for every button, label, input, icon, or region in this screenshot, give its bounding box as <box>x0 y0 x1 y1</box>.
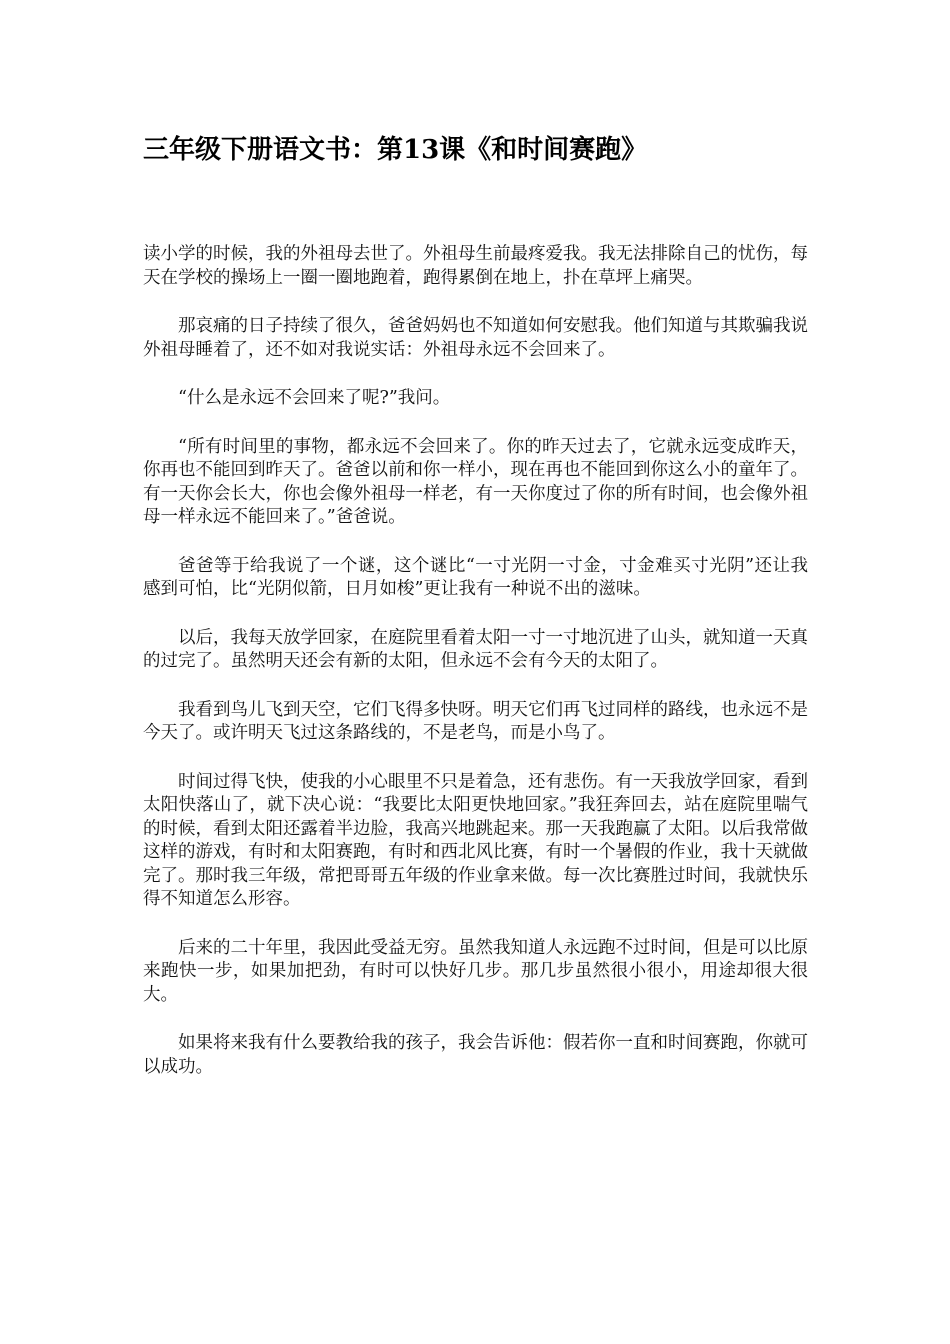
paragraph-7: 我看到鸟儿飞到天空，它们飞得多快呀。明天它们再飞过同样的路线，也永远不是今天了。或许明天飞过这条路线的，不是老鸟，而是小鸟了。 <box>143 699 808 743</box>
paragraph-10: 如果将来我有什么要教给我的孩子，我会告诉他：假若你一直和时间赛跑，你就可以成功。 <box>143 1033 808 1077</box>
paragraph-5: 爸爸等于给我说了一个谜，这个谜比“一寸光阴一寸金，寸金难买寸光阴”还让我感到可怕，比“光阴似箭，日月如梭”更让我有一种说不出的滋味。 <box>143 555 808 599</box>
document-title: 三年级下册语文书：第13课《和时间赛跑》 <box>143 135 648 165</box>
paragraph-2: 那哀痛的日子持续了很久，爸爸妈妈也不知道如何安慰我。他们知道与其欺骗我说外祖母睡着了，还不如对我说实话：外祖母永远不会回来了。 <box>143 316 808 360</box>
document-body <box>143 243 808 1104</box>
paragraph-8: 时间过得飞快，使我的小心眼里不只是着急，还有悲伤。有一天我放学回家，看到太阳快落山了，就下决心说：“我要比太阳更快地回家。”我狂奔回去，站在庭院里喘气的时候，看到太阳还露着半边脸，我高兴地跳起来。那一天我跑赢了太阳。以后我常做这样的游戏，有时和太阳赛跑，有时和西北风比赛，有时一个暑假的作业，我十天就做完了。那时我三年级，常把哥哥五年级的作业拿来做。每一次比赛胜过时间，我就快乐得不知道怎么形容。 <box>143 771 808 909</box>
paragraph-4: “所有时间里的事物，都永远不会回来了。你的昨天过去了，它就永远变成昨天，你再也不能回到昨天了。爸爸以前和你一样小，现在再也不能回到你这么小的童年了。有一天你会长大，你也会像外祖母一样老，有一天你度过了你的所有时间，也会像外祖母一样永远不能回来了。”爸爸说。 <box>143 436 808 527</box>
paragraph-6: 以后，我每天放学回家，在庭院里看着太阳一寸一寸地沉进了山头，就知道一天真的过完了。虽然明天还会有新的太阳，但永远不会有今天的太阳了。 <box>143 627 808 671</box>
paragraph-3: “什么是永远不会回来了呢?”我问。 <box>178 388 451 408</box>
paragraph-1: 读小学的时候，我的外祖母去世了。外祖母生前最疼爱我。我无法排除自己的忧伤，每天在学校的操场上一圈一圈地跑着，跑得累倒在地上，扑在草坪上痛哭。 <box>143 244 808 288</box>
paragraph-9: 后来的二十年里，我因此受益无穷。虽然我知道人永远跑不过时间，但是可以比原来跑快一步，如果加把劲，有时可以快好几步。那几步虽然很小很小，用途却很大很大。 <box>143 937 808 1005</box>
